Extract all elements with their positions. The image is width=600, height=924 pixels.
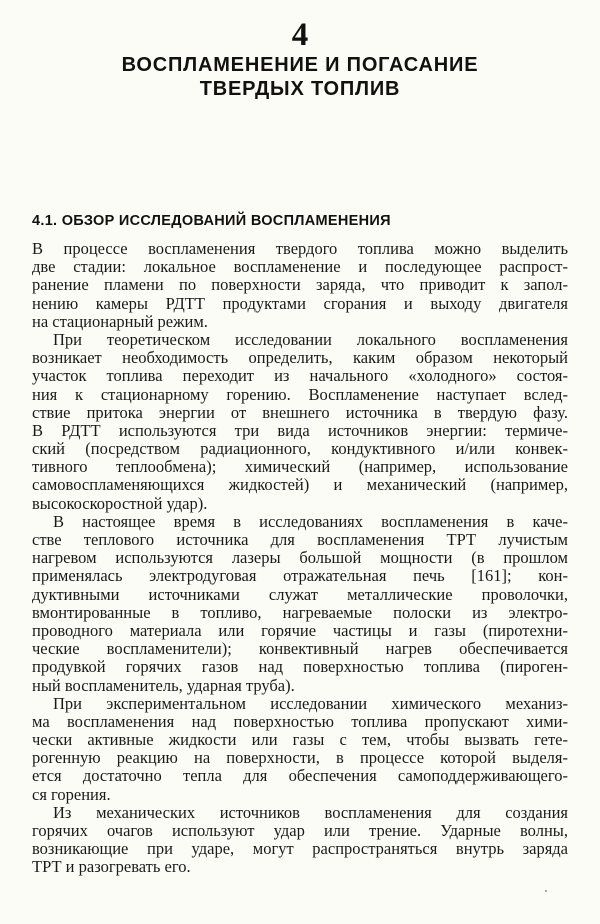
text-line: стве теплового источника для воспламенения ТРТ лучистым (32, 530, 568, 549)
text-line: тивного теплообмена); химический (например, использование (32, 457, 568, 477)
text-line: чески активные жидкости или газы с тем, чтобы вызвать гете- (32, 730, 568, 750)
text-line: При теоретическом исследовании локального воспламенения (53, 329, 568, 349)
chapter-title-line-1: ВОСПЛАМЕНЕНИЕ И ПОГАСАНИЕ (121, 54, 479, 76)
text-line: возникает необходимость определить, каким образом некоторый (32, 348, 568, 368)
section-heading: 4.1. ОБЗОР ИССЛЕДОВАНИЙ ВОСПЛАМЕНЕНИЯ (32, 213, 391, 229)
text-line: ется достаточно тепла для обеспечения самоподдерживающего- (32, 766, 568, 786)
text-line: вмонтированные в топливо, нагреваемые полоски из электро- (32, 602, 568, 622)
text-line: ный воспламенитель, ударная труба). (32, 675, 295, 695)
text-line: ма воспламенения над поверхностью топлива пропускают хими- (32, 711, 568, 731)
text-line: ТРТ и разогревать его. (32, 857, 191, 877)
scan-speck (545, 890, 547, 892)
text-line: высокоскоростной удар). (32, 493, 208, 513)
text-line: ранение пламени по поверхности заряда, что приводит к запол- (32, 275, 568, 295)
text-line: ческие воспламенители); конвективный нагрев обеспечивается (32, 639, 568, 659)
text-line: дуктивными источниками служат металлические проволочки, (32, 584, 568, 604)
paragraph (32, 331, 568, 513)
paragraph (32, 513, 568, 695)
text-line: рогенную реакцию на поверхности, в процессе которой выделя- (32, 748, 568, 768)
text-line: горячих очагов используют удар или трение. Ударные волны, (32, 821, 568, 840)
text-line: В настоящее время в исследованиях воспламенения в каче- (53, 511, 568, 531)
body-text (32, 240, 568, 877)
text-line: В процессе воспламенения твердого топлива можно выделить (32, 239, 568, 258)
text-line: нагревом используются лазеры большой мощности (в прошлом (32, 548, 568, 568)
chapter-title (0, 54, 600, 101)
paragraph (32, 804, 568, 877)
text-line: ния к стационарному горению. Воспламенение наступает вслед- (32, 384, 568, 404)
text-line: ся горения. (32, 784, 111, 804)
paragraph (32, 240, 568, 331)
text-line: ский (посредством радиационного, кондуктивного и/или конвек- (32, 439, 568, 459)
text-line: ствие притока энергии от внешнего источника в твердую фазу. (32, 402, 568, 422)
text-line: самовоспламеняющихся жидкостей) и механический (например, (32, 475, 568, 495)
text-line: на стационарный режим. (32, 311, 208, 331)
text-line: возникающие при ударе, могут распространяться внутрь заряда (32, 839, 568, 859)
text-line: продувкой горячих газов над поверхностью топлива (пироген- (32, 657, 568, 677)
text-line: две стадии: локальное воспламенение и последующее распрост- (32, 257, 568, 277)
paragraph (32, 695, 568, 804)
text-line: Из механических источников воспламенения для создания (53, 802, 568, 822)
text-line: В РДТТ используются три вида источников энергии: термиче- (32, 420, 568, 440)
chapter-title-line-2: ТВЕРДЫХ ТОПЛИВ (199, 77, 401, 100)
text-line: применялась электродуговая отражательная печь [161]; кон- (32, 566, 568, 586)
text-line: проводного материала или горячие частицы и газы (пиротехни- (32, 620, 568, 640)
chapter-number: 4 (291, 17, 309, 53)
text-line: нению камеры РДТТ продуктами сгорания и выходу двигателя (32, 293, 568, 313)
text-line: При экспериментальном исследовании химического механиз- (53, 693, 568, 713)
text-line: участок топлива переходит из начального «холодного» состоя- (32, 366, 568, 386)
